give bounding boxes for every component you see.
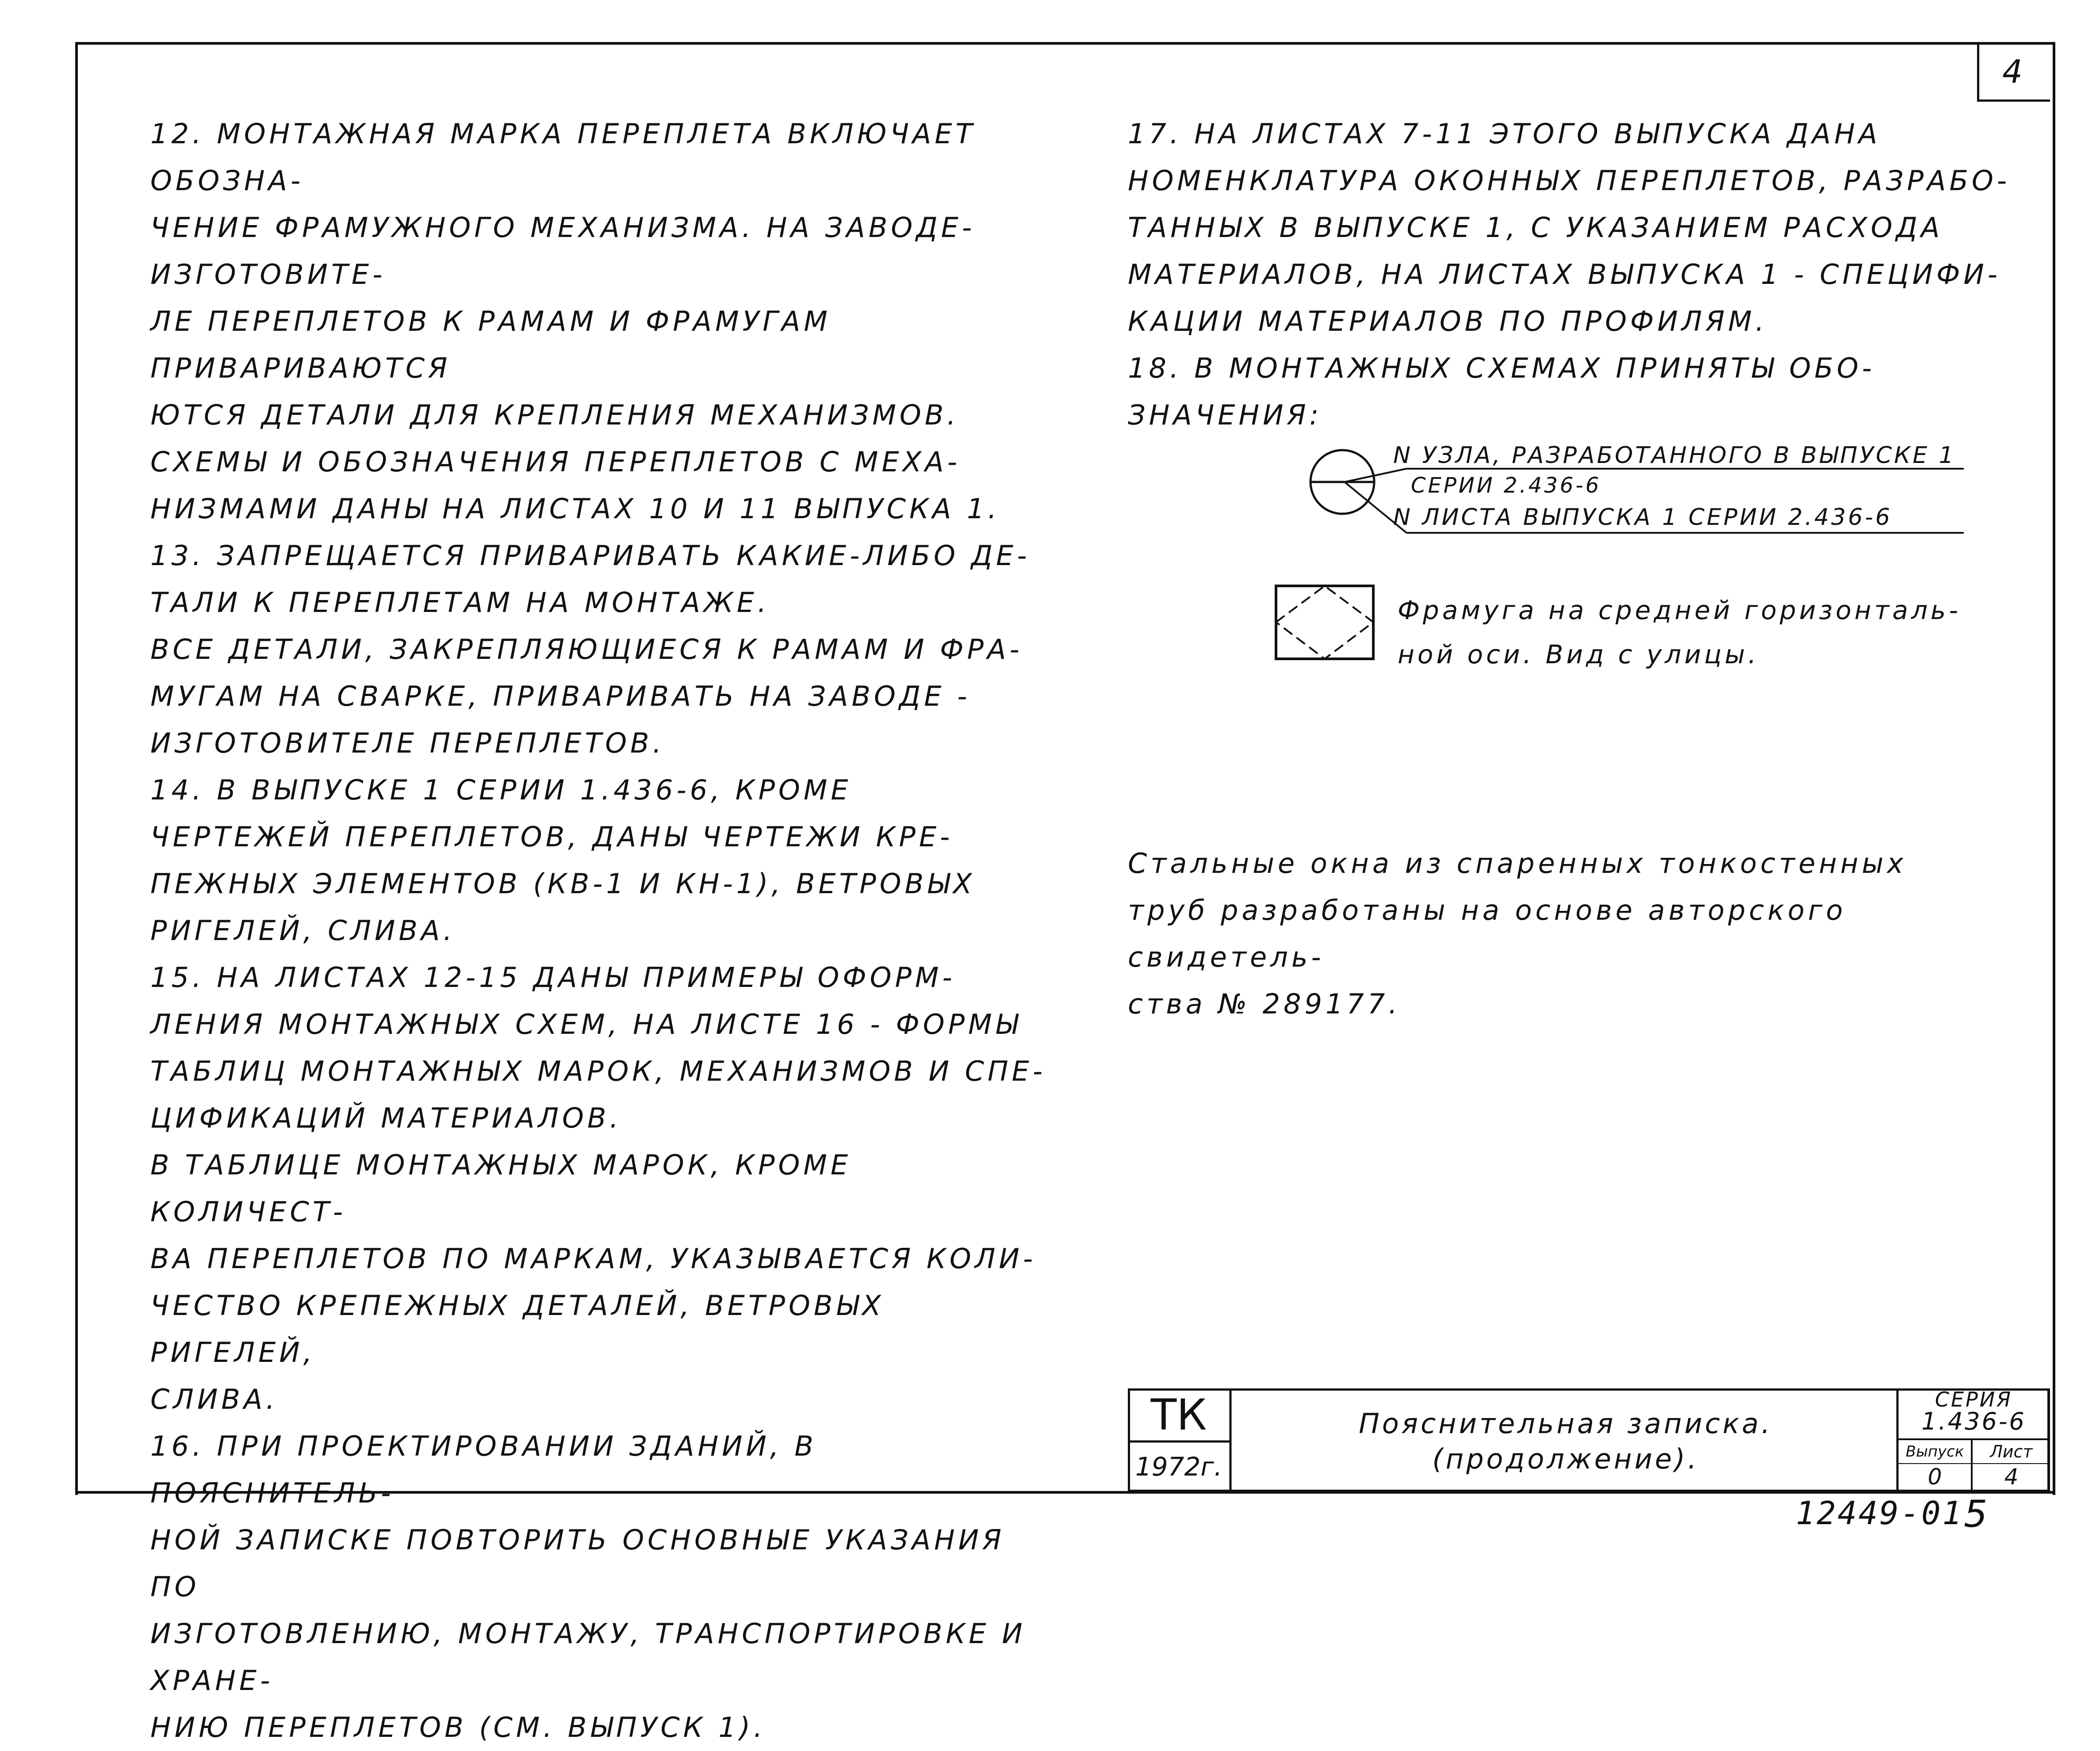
note-line: ства № 289177.	[1128, 988, 1401, 1020]
corner-page-number: 4	[2002, 53, 2023, 90]
left-line: ЛЕ ПЕРЕПЛЕТОВ К РАМАМ И ФРАМУГАМ ПРИВАРИВАЮТСЯ	[150, 305, 831, 384]
left-line: 15. НА ЛИСТАХ 12-15 ДАНЫ ПРИМЕРЫ ОФОРМ-	[150, 961, 956, 994]
left-line: СЛИВА.	[150, 1383, 278, 1415]
right-line: 18. В МОНТАЖНЫХ СХЕМАХ ПРИНЯТЫ ОБО-	[1128, 352, 1876, 384]
left-line: РИГЕЛЕЙ, СЛИВА.	[150, 914, 456, 947]
left-line: НИЮ ПЕРЕПЛЕТОВ (СМ. ВЫПУСК 1).	[150, 1711, 766, 1743]
year: 1972г.	[1135, 1452, 1222, 1482]
sheet-number-label: N ЛИСТА ВЫПУСКА 1 СЕРИИ 2.436-6	[1393, 504, 1893, 531]
left-line: ЮТСЯ ДЕТАЛИ ДЛЯ КРЕПЛЕНИЯ МЕХАНИЗМОВ.	[150, 399, 959, 431]
left-line: ТАБЛИЦ МОНТАЖНЫХ МАРОК, МЕХАНИЗМОВ И СПЕ-	[150, 1055, 1046, 1087]
left-line: ВА ПЕРЕПЛЕТОВ ПО МАРКАМ, УКАЗЫВАЕТСЯ КОЛИ-	[150, 1243, 1037, 1275]
right-line: 17. НА ЛИСТАХ 7-11 ЭТОГО ВЫПУСКА ДАНА	[1128, 118, 1881, 150]
left-line: 13. ЗАПРЕЩАЕТСЯ ПРИВАРИВАТЬ КАКИЕ-ЛИБО ДЕ-	[150, 539, 1031, 572]
left-line: МУГАМ НА СВАРКЕ, ПРИВАРИВАТЬ НА ЗАВОДЕ -	[150, 680, 971, 712]
steel-windows-note	[1128, 840, 2012, 1028]
left-line: ИЗГОТОВЛЕНИЮ, МОНТАЖУ, ТРАНСПОРТИРОВКЕ И ХРАНЕ-	[150, 1617, 1026, 1697]
node-number-label: N УЗЛА, РАЗРАБОТАННОГО В ВЫПУСКЕ 1	[1393, 442, 1956, 469]
left-line: ЧЕСТВО КРЕПЕЖНЫХ ДЕТАЛЕЙ, ВЕТРОВЫХ РИГЕЛЕЙ,	[150, 1289, 885, 1369]
left-line: ТАЛИ К ПЕРЕПЛЕТАМ НА МОНТАЖЕ.	[150, 586, 770, 619]
title-line: Пояснительная записка.	[1359, 1407, 1773, 1440]
right-line: КАЦИИ МАТЕРИАЛОВ ПО ПРОФИЛЯМ.	[1128, 305, 1768, 337]
left-line: ВСЕ ДЕТАЛИ, ЗАКРЕПЛЯЮЩИЕСЯ К РАМАМ И ФРА-	[150, 633, 1023, 665]
fanlight-legend-text: Фрамуга на средней горизонталь-ной оси. Вид с улицы.	[1398, 595, 1962, 669]
left-line: 12. МОНТАЖНАЯ МАРКА ПЕРЕПЛЕТА ВКЛЮЧАЕТ ОБОЗНА-	[150, 118, 976, 197]
organization-code: ТК	[1150, 1390, 1207, 1440]
series-label: СЕРИЯ	[1935, 1388, 2013, 1411]
issue-label: Выпуск	[1905, 1443, 1964, 1460]
left-line: ЛЕНИЯ МОНТАЖНЫХ СХЕМ, НА ЛИСТЕ 16 - ФОРМЫ	[150, 1008, 1022, 1040]
series-value: 1.436-6	[1921, 1407, 2026, 1435]
left-line: ЧЕНИЕ ФРАМУЖНОГО МЕХАНИЗМА. НА ЗАВОДЕ-ИЗГОТОВИТЕ-	[150, 211, 976, 291]
title-block	[1128, 1388, 2050, 1492]
node-series-label: СЕРИИ 2.436-6	[1411, 473, 1602, 498]
left-line: НИЗМАМИ ДАНЫ НА ЛИСТАХ 10 И 11 ВЫПУСКА 1.	[150, 493, 1000, 525]
sheet-value: 4	[2004, 1464, 2019, 1490]
note-line: Стальные окна из спаренных тонкостенных	[1128, 847, 1907, 879]
left-line: ИЗГОТОВИТЕЛЕ ПЕРЕПЛЕТОВ.	[150, 727, 665, 759]
issue-value: 0	[1928, 1464, 1942, 1490]
left-line: ПЕЖНЫХ ЭЛЕМЕНТОВ (КВ-1 И КН-1), ВЕТРОВЫХ	[150, 868, 976, 900]
left-line: 14. В ВЫПУСКЕ 1 СЕРИИ 1.436-6, КРОМЕ	[150, 774, 852, 806]
right-line: МАТЕРИАЛОВ, НА ЛИСТАХ ВЫПУСКА 1 - СПЕЦИФИ-	[1128, 258, 2001, 291]
title-line: (продолжение).	[1432, 1443, 1699, 1475]
right-line: ТАННЫХ В ВЫПУСКЕ 1, С УКАЗАНИЕМ РАСХОДА	[1128, 211, 1943, 244]
left-text-column	[150, 111, 1057, 1751]
right-line: НОМЕНКЛАТУРА ОКОННЫХ ПЕРЕПЛЕТОВ, РАЗРАБО-	[1128, 164, 2011, 197]
fanlight-symbol-icon	[1274, 584, 1380, 668]
node-reference-symbol	[1305, 442, 2012, 557]
left-line: В ТАБЛИЦЕ МОНТАЖНЫХ МАРОК, КРОМЕ КОЛИЧЕСТ-	[150, 1149, 852, 1228]
left-line: ЦИФИКАЦИЙ МАТЕРИАЛОВ.	[150, 1102, 622, 1134]
left-line: ЧЕРТЕЖЕЙ ПЕРЕПЛЕТОВ, ДАНЫ ЧЕРТЕЖИ КРЕ-	[150, 821, 954, 853]
note-line: труб разработаны на основе авторского свидетель-	[1128, 894, 1847, 973]
left-line: НОЙ ЗАПИСКЕ ПОВТОРИТЬ ОСНОВНЫЕ УКАЗАНИЯ ПО	[150, 1524, 1005, 1603]
left-line: СХЕМЫ И ОБОЗНАЧЕНИЯ ПЕРЕПЛЕТОВ С МЕХА-	[150, 446, 961, 478]
fanlight-legend	[1274, 579, 2026, 668]
left-line: 16. ПРИ ПРОЕКТИРОВАНИИ ЗДАНИЙ, В ПОЯСНИТЕЛЬ-	[150, 1430, 817, 1509]
page-number: 5	[1964, 1492, 1988, 1536]
archive-number: 12449-01	[1796, 1495, 1963, 1532]
document-title	[1234, 1406, 1897, 1477]
right-line: ЗНАЧЕНИЯ:	[1128, 399, 1322, 431]
sheet-label: Лист	[1990, 1442, 2033, 1461]
right-text-column	[1128, 111, 2012, 439]
